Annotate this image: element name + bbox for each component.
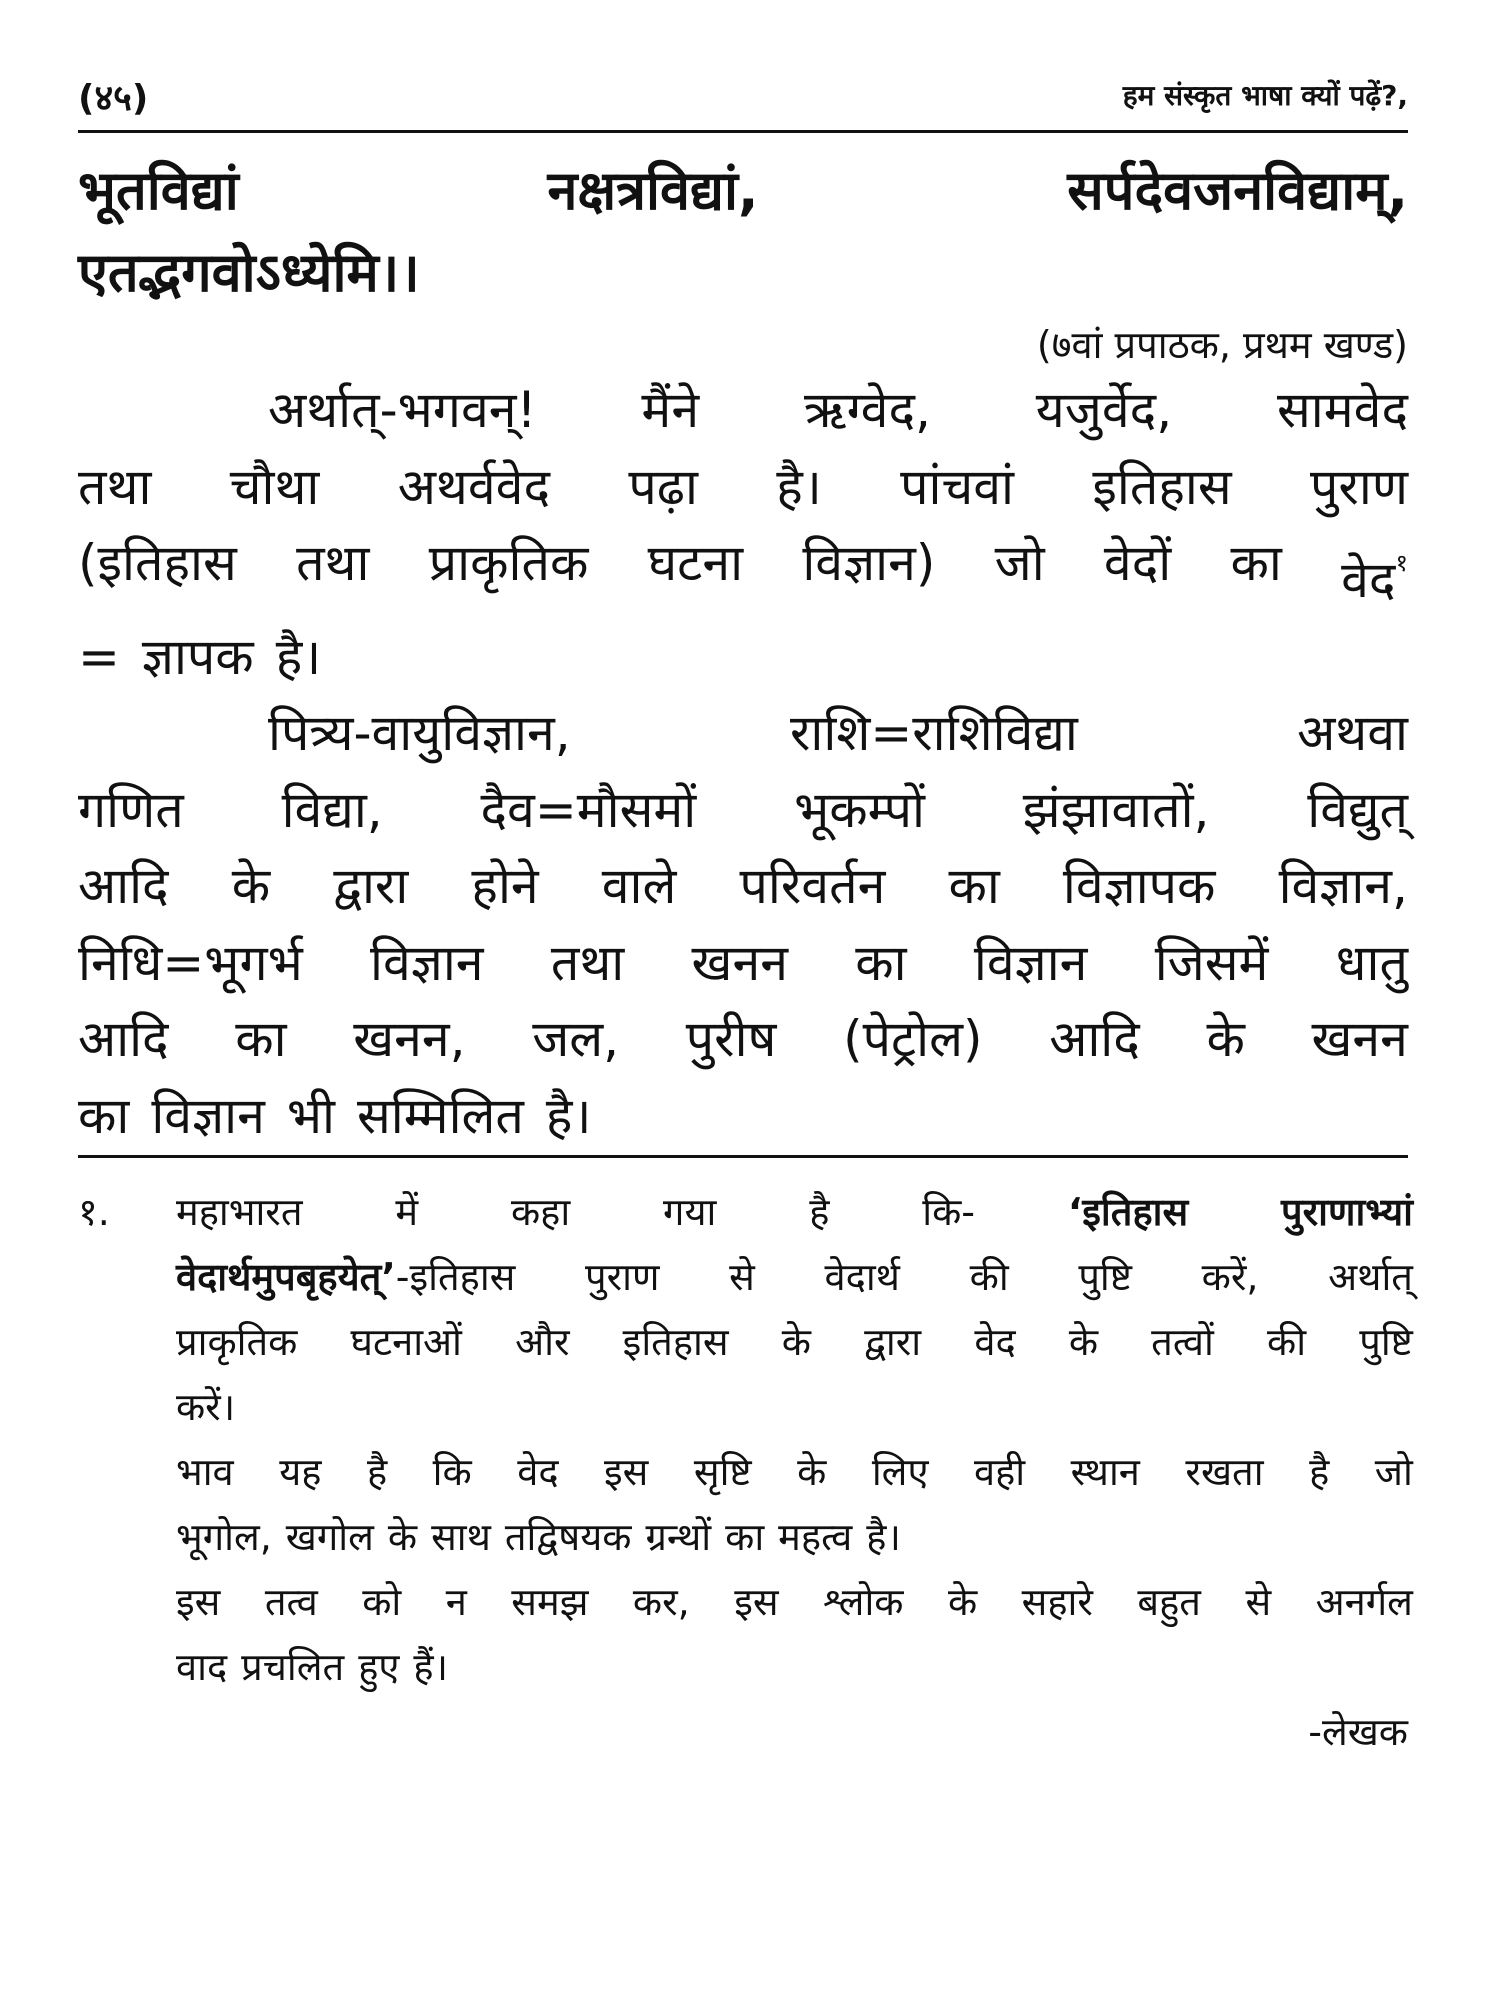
word: विज्ञान [151, 1086, 265, 1145]
word: (इतिहास [78, 534, 237, 592]
word: अर्थात्-भगवन्! [268, 381, 537, 439]
footnote-marker: १. [78, 1190, 110, 1234]
word: -इतिहास [395, 1255, 516, 1299]
word: रखता [1185, 1450, 1264, 1494]
word: यह [279, 1450, 322, 1494]
word: द्वारा [864, 1320, 922, 1364]
word: अर्थात् [1328, 1255, 1413, 1299]
word: को [362, 1580, 402, 1624]
word: प्राकृतिक [176, 1320, 298, 1364]
word: हुए [358, 1645, 400, 1689]
word: भूगोल, [176, 1515, 272, 1559]
footnote-reference: १ [1395, 549, 1408, 577]
word: खनन [691, 933, 788, 992]
word: तत्वों [1151, 1320, 1214, 1364]
footnote-line [176, 1375, 1413, 1440]
footnote-divider [78, 1155, 1408, 1158]
header-divider [78, 130, 1408, 133]
word: पुराण [1310, 457, 1408, 516]
word: है। [275, 627, 322, 686]
source-reference: (७वां प्रपाठक, प्रथम खण्ड) [1036, 323, 1408, 367]
word: से [729, 1255, 755, 1299]
word: विद्युत् [1307, 780, 1408, 839]
word: विज्ञान, [1278, 857, 1408, 915]
page-header [78, 62, 1408, 122]
word: वाद [176, 1645, 228, 1689]
footnote-body [176, 1180, 1413, 1700]
word: इस [734, 1580, 779, 1624]
word: पढ़ा [628, 457, 698, 516]
word: (पेट्रोल) [843, 1010, 983, 1068]
word: कि [432, 1450, 472, 1494]
footnote-line [176, 1245, 1413, 1310]
word: तथा [296, 534, 370, 592]
word: के [1068, 1320, 1098, 1364]
word: वही [973, 1450, 1026, 1494]
word: कर, [632, 1580, 690, 1624]
word: है [366, 1450, 388, 1494]
word: के [781, 1320, 811, 1364]
word: वेदार्थ [824, 1255, 900, 1299]
word: ऋग्वेद, [803, 381, 931, 439]
word: होने [471, 857, 539, 915]
word: आदि [1049, 1010, 1140, 1068]
word: विज्ञापक [1062, 857, 1216, 915]
word: वेद [1341, 551, 1396, 609]
word: आदि [78, 857, 169, 915]
footnote-line [176, 1505, 1413, 1570]
word: गणित [78, 780, 184, 839]
word: राशि=राशिविद्या [789, 704, 1078, 762]
word-with-footnote [1341, 525, 1408, 619]
word: विज्ञान) [802, 534, 936, 592]
quote-word: वेदार्थमुपबृहयेत्’ [176, 1255, 396, 1299]
body-line [78, 372, 1408, 449]
word: से [1245, 1580, 1272, 1624]
word: महत्व [778, 1515, 853, 1559]
body-line [78, 1001, 1408, 1078]
word: सामवेद [1277, 381, 1408, 439]
body-line [78, 1078, 1408, 1155]
verse-word: भूतविद्यां [78, 159, 239, 222]
word: यजुर्वेद, [1035, 381, 1173, 439]
word: साथ [431, 1515, 491, 1559]
word: है। [866, 1515, 901, 1559]
word: है। [776, 457, 822, 516]
word: विद्या, [281, 780, 383, 839]
quote-word: ‘इतिहास [1067, 1190, 1189, 1234]
word: के [797, 1450, 827, 1494]
word: पुरीष [685, 1010, 777, 1068]
word: तत्व [264, 1580, 318, 1624]
word: गया [663, 1190, 717, 1234]
word: खनन [1311, 1010, 1408, 1068]
running-title: हम संस्कृत भाषा क्यों पढ़ें?, [1122, 79, 1408, 112]
word: लिए [871, 1450, 929, 1494]
footnote-line [176, 1310, 1413, 1375]
word: पित्र्य-वायुविज्ञान, [268, 704, 571, 762]
word: है [1309, 1450, 1330, 1494]
word: है। [545, 1086, 592, 1145]
word: प्रचलित [241, 1645, 345, 1689]
page-number: (४५) [78, 78, 149, 119]
word: और [515, 1320, 570, 1364]
word: तथा [550, 933, 625, 992]
word: की [969, 1255, 1009, 1299]
word: जो [994, 534, 1045, 592]
author-signature: -लेखक [1308, 1710, 1408, 1754]
word: वाले [601, 857, 677, 915]
word: खगोल [285, 1515, 374, 1559]
word: मैंने [641, 381, 700, 439]
word: करें। [176, 1385, 236, 1429]
word: के [387, 1515, 418, 1559]
body-line [78, 772, 1408, 849]
word: कि- [922, 1190, 975, 1234]
word: वेद [517, 1450, 559, 1494]
footnote-line [176, 1570, 1413, 1635]
word: = [78, 627, 120, 686]
word: भी [286, 1086, 335, 1145]
word: अनर्गल [1315, 1580, 1413, 1624]
word: सृष्टि [693, 1450, 752, 1494]
word: का [235, 1010, 287, 1068]
word: कहा [510, 1190, 571, 1234]
word: आदि [78, 1010, 169, 1068]
word: खनन, [353, 1010, 466, 1068]
word: के [231, 857, 271, 915]
word: चौथा [229, 457, 320, 516]
word: का [725, 1515, 765, 1559]
word: जिसमें [1154, 933, 1269, 992]
word: इतिहास [1092, 457, 1232, 516]
word: के [1206, 1010, 1245, 1068]
word: में [395, 1190, 419, 1234]
footnote-line [176, 1635, 1413, 1700]
word: इस [176, 1580, 221, 1624]
footnote [78, 1180, 1413, 1700]
word: हैं। [413, 1645, 448, 1689]
word: परिवर्तन [739, 857, 886, 915]
word: का [78, 1086, 130, 1145]
body-text [78, 372, 1408, 1154]
body-line [78, 525, 1408, 619]
word: ज्ञापक [141, 627, 254, 686]
body-line [78, 925, 1408, 1002]
word: का [948, 857, 1000, 915]
quote-word: पुराणाभ्यां [1281, 1190, 1413, 1234]
word: धातु [1335, 933, 1408, 992]
word: पांचवां [900, 457, 1014, 516]
word: श्लोक [823, 1580, 904, 1624]
word: निधि=भूगर्भ [78, 933, 303, 992]
word: भूकम्पों [794, 780, 925, 839]
word: के [947, 1580, 978, 1624]
word: जल, [532, 1010, 620, 1068]
verse-line-1 [78, 150, 1408, 232]
word: स्थान [1070, 1450, 1140, 1494]
word: बहुत [1137, 1580, 1201, 1624]
word: वेद [974, 1320, 1016, 1364]
verse-line-2: एतद्भगवोऽध्येमि।। [78, 241, 420, 304]
word: पुष्टि [1359, 1320, 1413, 1364]
word: अथर्ववेद [397, 457, 551, 516]
verse-word: नक्षत्रविद्यां, [547, 159, 759, 222]
word: विज्ञान [973, 933, 1088, 992]
footnote-line [176, 1180, 1413, 1245]
word: ग्रन्थों [645, 1515, 712, 1559]
word: वेदों [1103, 534, 1172, 592]
word: भाव [176, 1450, 234, 1494]
word: की [1267, 1320, 1307, 1364]
word: दैव=मौसमों [480, 780, 697, 839]
word: करें, [1201, 1255, 1259, 1299]
word: का [1230, 534, 1282, 592]
body-line [78, 449, 1408, 526]
body-line [78, 848, 1408, 925]
word: झंझावातों, [1022, 780, 1210, 839]
word: सहारे [1021, 1580, 1093, 1624]
word: अथवा [1297, 704, 1408, 762]
quote-with-dash [176, 1245, 515, 1310]
verse-word: सर्पदेवजनविद्याम्, [1067, 159, 1408, 222]
footnote-line [176, 1440, 1413, 1505]
word: प्राकृतिक [428, 534, 589, 592]
word: घटना [647, 534, 744, 592]
word: समझ [511, 1580, 589, 1624]
word: घटनाओं [350, 1320, 462, 1364]
word: तद्विषयक [504, 1515, 632, 1559]
word: पुराण [585, 1255, 660, 1299]
word: विज्ञान [370, 933, 484, 992]
word: सम्मिलित [356, 1086, 524, 1145]
body-line [78, 695, 1408, 772]
word: द्वारा [333, 857, 409, 915]
word: पुष्टि [1078, 1255, 1132, 1299]
word: तथा [78, 457, 152, 516]
word: न [445, 1580, 467, 1624]
word: महाभारत [176, 1190, 303, 1234]
word: जो [1374, 1450, 1413, 1494]
body-line [78, 619, 1408, 696]
word: इतिहास [622, 1320, 729, 1364]
word: इस [604, 1450, 649, 1494]
word: है [809, 1190, 830, 1234]
word: का [855, 933, 907, 992]
sanskrit-verse [78, 150, 1408, 314]
